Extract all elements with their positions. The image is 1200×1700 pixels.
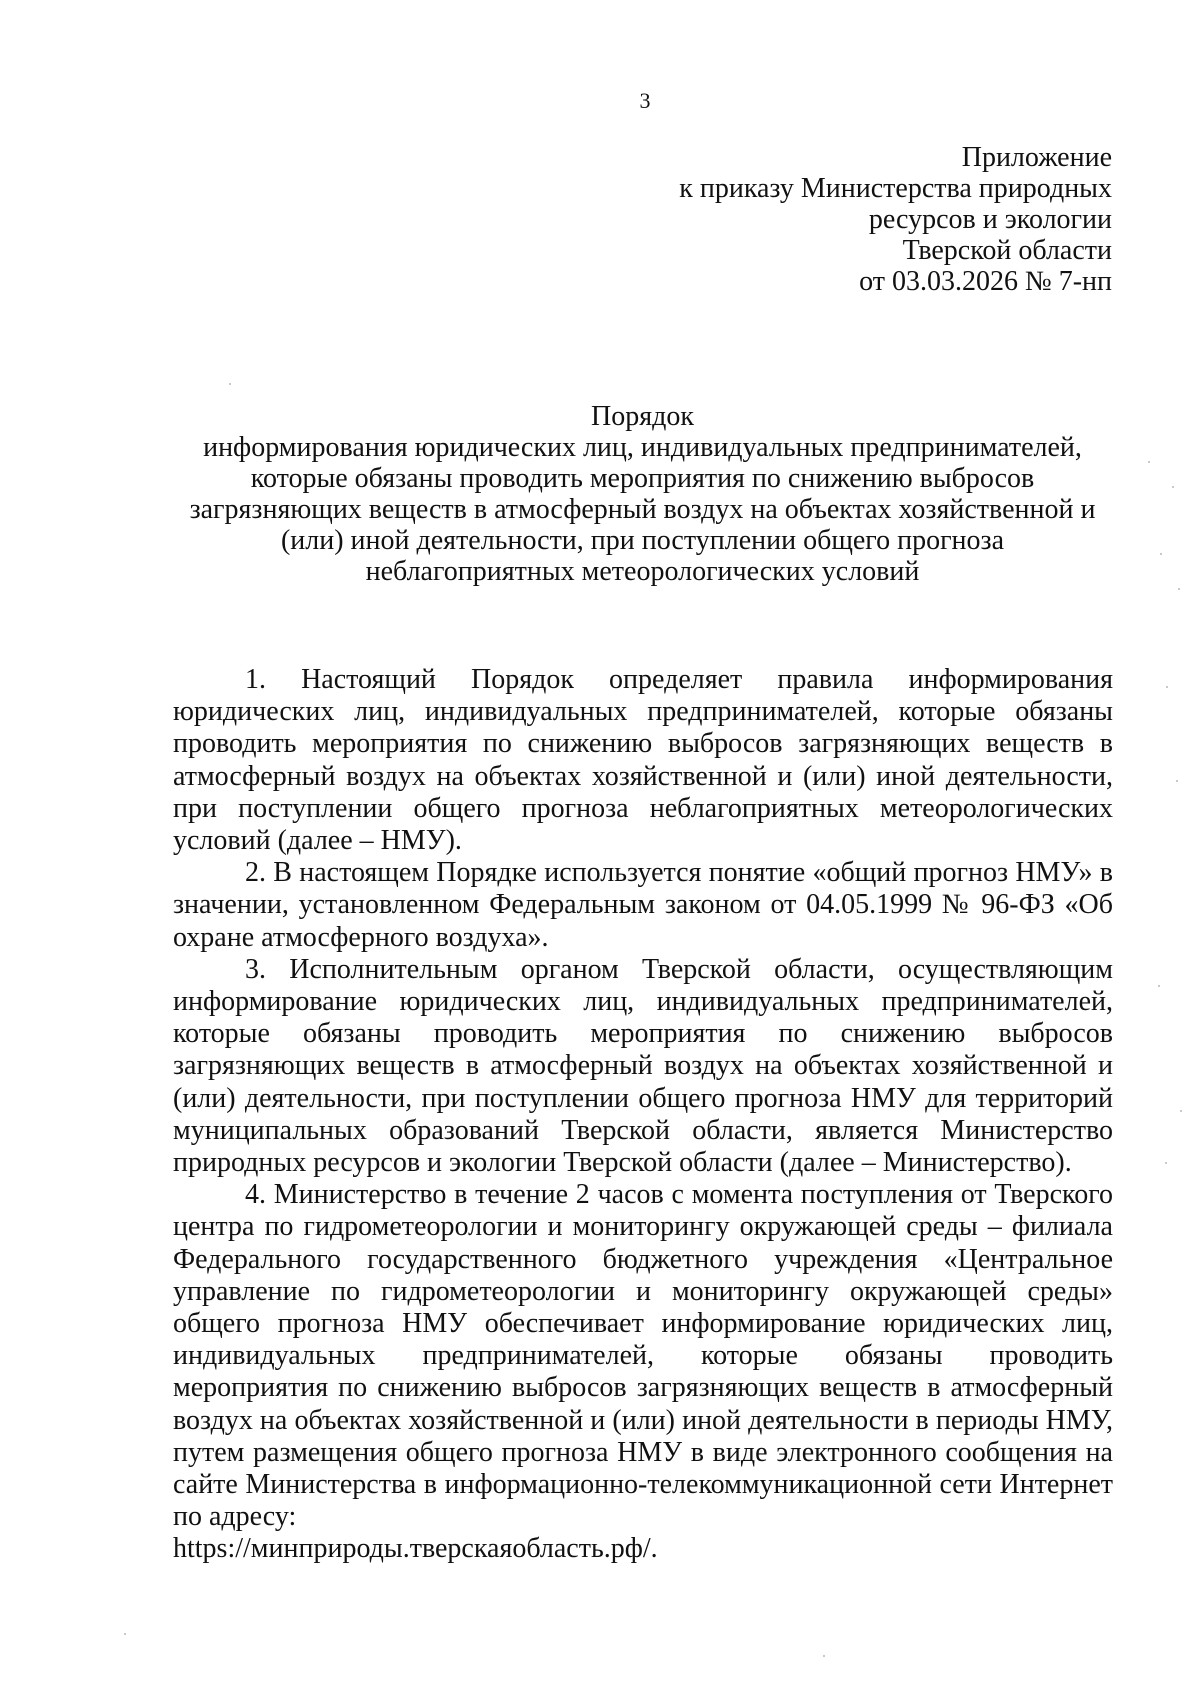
appendix-region: Тверской области bbox=[902, 235, 1112, 266]
scan-speck bbox=[1158, 985, 1160, 987]
scan-speck bbox=[1165, 1162, 1167, 1164]
scan-speck bbox=[1172, 486, 1174, 488]
scan-speck bbox=[1180, 1110, 1182, 1112]
scan-speck bbox=[1178, 588, 1180, 590]
appendix-order-ref-cont: ресурсов и экологии bbox=[868, 204, 1112, 235]
scan-speck bbox=[124, 1633, 126, 1635]
appendix-order-ref: к приказу Министерства природных bbox=[679, 173, 1112, 204]
document-body bbox=[173, 664, 1113, 1566]
title-heading: Порядок bbox=[591, 401, 694, 432]
paragraph-2: 2. В настоящем Порядке используется понятие «общий прогноз НМУ» в значении, установленном Федеральным законом от 04.05.1999 № 96-ФЗ «Об охране атмосферного воздуха». bbox=[173, 857, 1113, 953]
title-line: неблагоприятных метеорологических условий bbox=[365, 556, 920, 587]
scan-speck bbox=[1160, 553, 1162, 555]
scan-speck bbox=[229, 383, 231, 385]
appendix-order-date: от 03.03.2026 № 7-нп bbox=[859, 266, 1112, 297]
paragraph-4: 4. Министерство в течение 2 часов с момента поступления от Тверского центра по гидрометеорологии и мониторингу окружающей среды – филиала Федерального государственного бюджетного учреждения «Центральное управление по гидрометеорологии и мониторингу окружающей среды» общего прогноза НМУ обеспечивает информирование юридических лиц, индивидуальных предпринимателей, которые обязаны проводить мероприятия по снижению выбросов загрязняющих веществ в атмосферный воздух на объектах хозяйственной и (или) иной деятельности в периоды НМУ, путем размещения общего прогноза НМУ в виде электронного сообщения на сайте Министерства в информационно-телекоммуникационной сети Интернет по адресу: bbox=[173, 1179, 1113, 1533]
document-title bbox=[150, 401, 1135, 587]
title-line: загрязняющих веществ в атмосферный воздух на объектах хозяйственной и bbox=[189, 494, 1096, 525]
paragraph-3: 3. Исполнительным органом Тверской области, осуществляющим информирование юридических лиц, индивидуальных предпринимателей, которые обязаны проводить мероприятия по снижению выбросов загрязняющих веществ в атмосферный воздух на объектах хозяйственной и (или) деятельности, при поступлении общего прогноза НМУ для территорий муниципальных образований Тверской области, является Министерство природных ресурсов и экологии Тверской области (далее – Министерство). bbox=[173, 953, 1113, 1179]
paragraph-1: 1. Настоящий Порядок определяет правила информирования юридических лиц, индивидуальных предпринимателей, которые обязаны проводить мероприятия по снижению выбросов загрязняющих веществ в атмосферный воздух на объектах хозяйственной и (или) иной деятельности, при поступлении общего прогноза неблагоприятных метеорологических условий (далее – НМУ). bbox=[173, 664, 1113, 857]
scan-speck bbox=[1176, 780, 1178, 782]
scan-speck bbox=[823, 1655, 825, 1657]
appendix-header bbox=[552, 142, 1112, 297]
page-number: 3 bbox=[639, 88, 651, 113]
scan-speck bbox=[1166, 686, 1168, 688]
title-line: (или) иной деятельности, при поступлении общего прогноза bbox=[280, 525, 1005, 556]
title-line: которые обязаны проводить мероприятия по снижению выбросов bbox=[250, 463, 1035, 494]
title-line: информирования юридических лиц, индивидуальных предпринимателей, bbox=[203, 432, 1082, 463]
appendix-title: Приложение bbox=[961, 142, 1112, 173]
ministry-website-url: https://минприроды.тверскаяобласть.рф/. bbox=[173, 1533, 658, 1565]
scan-speck bbox=[1148, 461, 1150, 463]
